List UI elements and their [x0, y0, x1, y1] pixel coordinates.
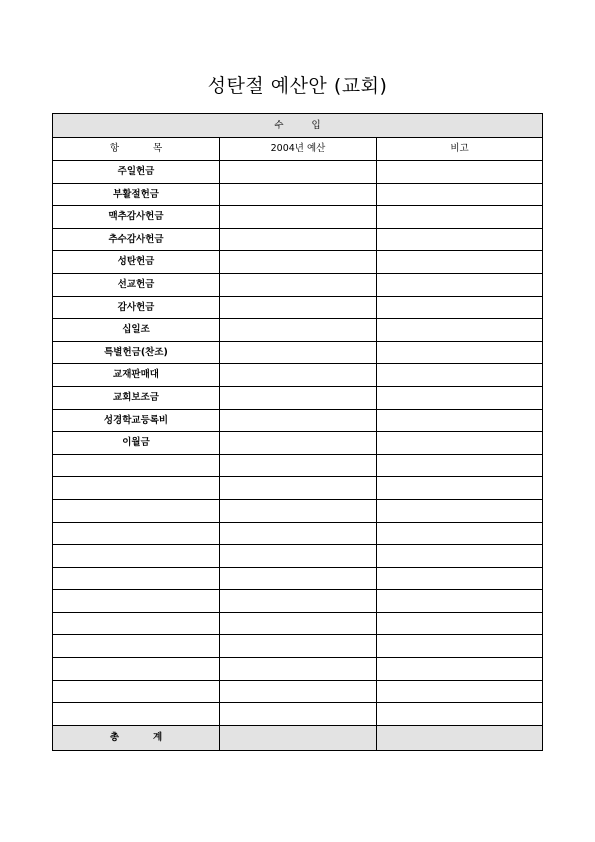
budget-cell[interactable]: [220, 635, 377, 658]
note-cell[interactable]: [377, 183, 543, 206]
budget-cell[interactable]: [220, 545, 377, 568]
table-row: [53, 454, 543, 477]
table-row: [53, 612, 543, 635]
table-row: [53, 545, 543, 568]
item-name-cell: [53, 454, 220, 477]
table-row: [53, 319, 543, 342]
budget-cell[interactable]: [220, 499, 377, 522]
item-name-cell: 교회보조금: [53, 386, 220, 409]
item-name-cell: 추수감사헌금: [53, 228, 220, 251]
budget-cell[interactable]: [220, 658, 377, 681]
item-name-cell: [53, 499, 220, 522]
item-name-cell: 선교헌금: [53, 273, 220, 296]
table-row: [53, 273, 543, 296]
note-cell[interactable]: [377, 206, 543, 229]
item-name-cell: [53, 477, 220, 500]
table-row: [53, 341, 543, 364]
column-header-note: 비고: [377, 138, 543, 161]
item-name-cell: [53, 590, 220, 613]
budget-cell[interactable]: [220, 251, 377, 274]
table-row: [53, 658, 543, 681]
total-label: 총계: [53, 725, 220, 750]
budget-cell[interactable]: [220, 680, 377, 703]
table-row: [53, 296, 543, 319]
item-name-cell: [53, 612, 220, 635]
note-cell[interactable]: [377, 273, 543, 296]
budget-table: [52, 113, 543, 751]
table-row: [53, 364, 543, 387]
column-header-row: [53, 138, 543, 161]
table-row: [53, 206, 543, 229]
budget-cell[interactable]: [220, 273, 377, 296]
column-header-item: 항목: [53, 138, 220, 161]
item-name-cell: 맥추감사헌금: [53, 206, 220, 229]
note-cell[interactable]: [377, 477, 543, 500]
item-name-cell: [53, 635, 220, 658]
budget-cell[interactable]: [220, 477, 377, 500]
item-name-cell: 주일헌금: [53, 161, 220, 184]
table-row: [53, 477, 543, 500]
note-cell[interactable]: [377, 522, 543, 545]
item-name-cell: 성경학교등록비: [53, 409, 220, 432]
note-cell[interactable]: [377, 703, 543, 726]
budget-cell[interactable]: [220, 386, 377, 409]
item-name-cell: [53, 567, 220, 590]
note-cell[interactable]: [377, 545, 543, 568]
total-budget-cell[interactable]: [220, 725, 377, 750]
table-row: [53, 409, 543, 432]
note-cell[interactable]: [377, 386, 543, 409]
table-row: [53, 251, 543, 274]
note-cell[interactable]: [377, 228, 543, 251]
table-row: [53, 635, 543, 658]
section-header-row: [53, 114, 543, 138]
note-cell[interactable]: [377, 296, 543, 319]
page-title: 성탄절 예산안 (교회): [207, 75, 388, 97]
budget-cell[interactable]: [220, 612, 377, 635]
note-cell[interactable]: [377, 635, 543, 658]
note-cell[interactable]: [377, 319, 543, 342]
budget-cell[interactable]: [220, 161, 377, 184]
table-row: [53, 590, 543, 613]
table-row: [53, 161, 543, 184]
item-name-cell: 특별헌금(찬조): [53, 341, 220, 364]
table-row: [53, 432, 543, 455]
budget-cell[interactable]: [220, 183, 377, 206]
table-row: [53, 567, 543, 590]
note-cell[interactable]: [377, 251, 543, 274]
note-cell[interactable]: [377, 612, 543, 635]
item-name-cell: [53, 703, 220, 726]
total-note-cell[interactable]: [377, 725, 543, 750]
note-cell[interactable]: [377, 658, 543, 681]
item-name-cell: 성탄헌금: [53, 251, 220, 274]
budget-cell[interactable]: [220, 364, 377, 387]
note-cell[interactable]: [377, 499, 543, 522]
note-cell[interactable]: [377, 567, 543, 590]
note-cell[interactable]: [377, 161, 543, 184]
note-cell[interactable]: [377, 364, 543, 387]
table-row: [53, 183, 543, 206]
item-name-cell: 이월금: [53, 432, 220, 455]
item-name-cell: 부활절헌금: [53, 183, 220, 206]
note-cell[interactable]: [377, 454, 543, 477]
budget-cell[interactable]: [220, 206, 377, 229]
item-name-cell: 십일조: [53, 319, 220, 342]
item-name-cell: [53, 522, 220, 545]
budget-cell[interactable]: [220, 522, 377, 545]
total-row: [53, 725, 543, 750]
budget-cell[interactable]: [220, 319, 377, 342]
table-row: [53, 680, 543, 703]
item-name-cell: [53, 658, 220, 681]
note-cell[interactable]: [377, 680, 543, 703]
section-header-income: 수입: [53, 114, 543, 138]
table-row: [53, 522, 543, 545]
item-name-cell: [53, 545, 220, 568]
budget-cell[interactable]: [220, 341, 377, 364]
budget-cell[interactable]: [220, 567, 377, 590]
budget-cell[interactable]: [220, 454, 377, 477]
note-cell[interactable]: [377, 590, 543, 613]
note-cell[interactable]: [377, 432, 543, 455]
item-name-cell: 감사헌금: [53, 296, 220, 319]
note-cell[interactable]: [377, 409, 543, 432]
column-header-budget: 2004년 예산: [220, 138, 377, 161]
table-row: [53, 499, 543, 522]
budget-cell[interactable]: [220, 228, 377, 251]
item-name-cell: [53, 680, 220, 703]
table-row: [53, 703, 543, 726]
budget-cell[interactable]: [220, 703, 377, 726]
budget-cell[interactable]: [220, 296, 377, 319]
table-row: [53, 228, 543, 251]
budget-cell[interactable]: [220, 409, 377, 432]
item-name-cell: 교재판매대: [53, 364, 220, 387]
note-cell[interactable]: [377, 341, 543, 364]
table-row: [53, 386, 543, 409]
budget-cell[interactable]: [220, 432, 377, 455]
budget-cell[interactable]: [220, 590, 377, 613]
